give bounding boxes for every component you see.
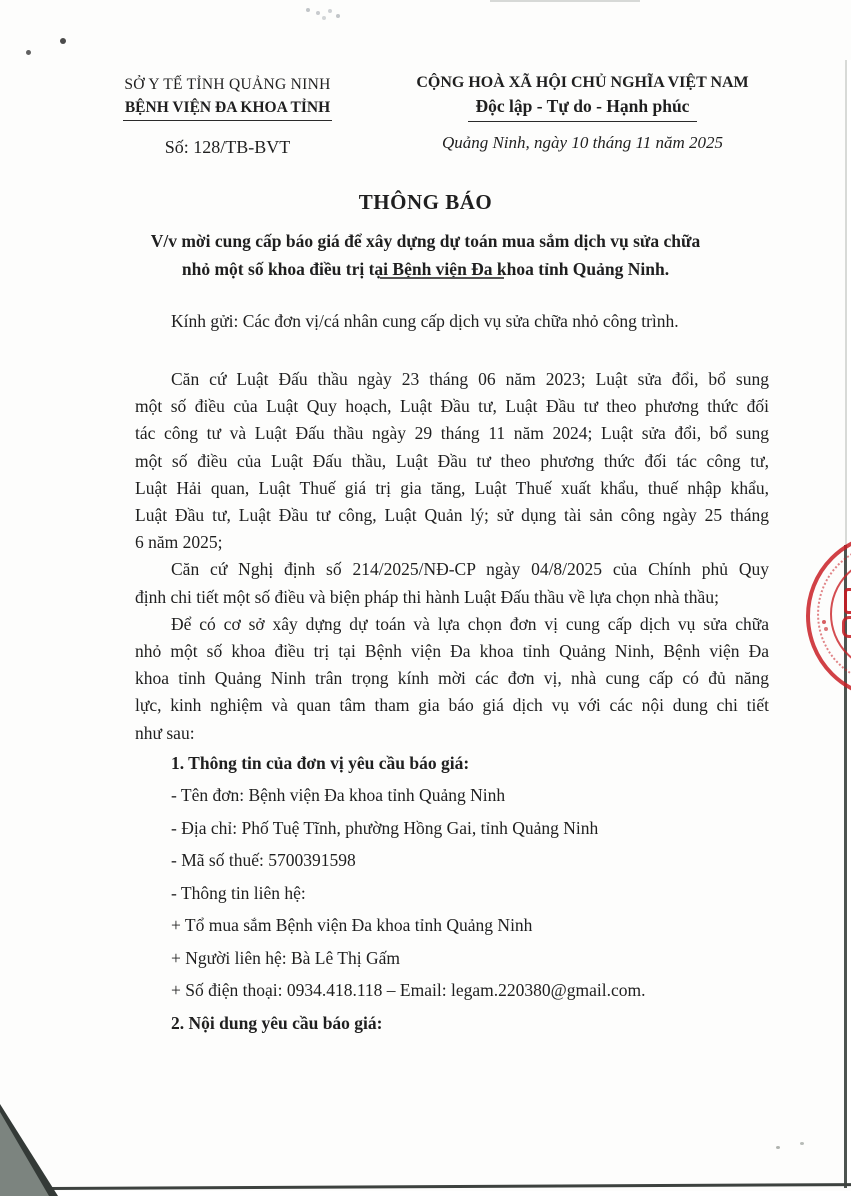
subject-line: nhỏ một số khoa điều trị tại Bệnh viện Đa khoa tỉnh Quảng Ninh. [181, 259, 670, 279]
section-2-heading: 2. Nội dung yêu cầu báo giá: [171, 1012, 383, 1033]
text-line: lực, kinh nghiệm và quan tâm tham gia báo giá dịch vụ với các nội dung chi tiết [135, 695, 769, 716]
national-title: CỘNG HOÀ XÃ HỘI CHỦ NGHĨA VIỆT NAM [416, 74, 749, 91]
salutation-line: Kính gửi: Các đơn vị/cá nhân cung cấp dịch vụ sửa chữa nhỏ công trình. [171, 311, 679, 331]
text-line: Căn cứ Luật Đấu thầu ngày 23 tháng 06 năm 2023; Luật sửa đổi, bổ sung [171, 369, 769, 389]
document-number: Số: 128/TB-BVT [164, 137, 291, 157]
paragraph-legal-basis-2 [135, 556, 769, 610]
list-item-to-mua-sam: + Tổ mua sắm Bệnh viện Đa khoa tỉnh Quảng Ninh [171, 915, 533, 936]
text-line: tác công tư và Luật Đấu thầu ngày 29 tháng 11 năm 2024; Luật sửa đổi, bổ sung [135, 423, 769, 444]
scan-edge-margin [0, 1191, 851, 1200]
page-corner-fold [0, 1112, 49, 1196]
text-line: định chi tiết một số điều và biện pháp thi hành Luật Đấu thầu về lựa chọn nhà thầu; [135, 586, 719, 607]
stamp-glyph [842, 616, 851, 638]
page-corner-fold [0, 1104, 58, 1196]
scan-edge-line [50, 1183, 851, 1190]
stamp-ring [830, 556, 851, 672]
text-line: như sau: [135, 722, 195, 743]
list-item-ma-so-thue: - Mã số thuế: 5700391598 [171, 850, 356, 871]
text-line: nhỏ một số khoa điều trị tại Bệnh viện Đa khoa tỉnh Quảng Ninh, Bệnh viện Đa [135, 641, 769, 662]
text-line: Căn cứ Nghị định số 214/2025/NĐ-CP ngày 04/8/2025 của Chính phủ Quy [171, 559, 769, 580]
scan-edge-line [490, 0, 640, 2]
document-subject [108, 227, 743, 283]
document-body [135, 366, 769, 1039]
section-1-heading: 1. Thông tin của đơn vị yêu cầu báo giá: [171, 752, 470, 773]
list-item-nguoi-lien-he: + Người liên hệ: Bà Lê Thị Gấm [171, 947, 401, 968]
stamp-ring [817, 543, 851, 685]
list-item-so-dien-thoai-email: + Số điện thoại: 0934.418.118 – Email: legam.220380@gmail.com. [171, 980, 646, 1001]
scan-smudge [776, 1146, 780, 1149]
text-line: khoa tỉnh Quảng Ninh trân trọng kính mời các đơn vị, nhà cung cấp có đủ năng [135, 668, 769, 689]
national-motto-block [390, 74, 775, 153]
text-line: Để có cơ sở xây dựng dự toán và lựa chọn đơn vị cung cấp dịch vụ sửa chữa [171, 613, 769, 634]
staple-mark-icon [60, 38, 66, 44]
national-motto: Độc lập - Tự do - Hạnh phúc [390, 96, 775, 122]
text-line: một số điều của Luật Đấu thầu, Luật Đầu tư theo phương thức đối tác công tư, [135, 450, 769, 471]
paragraph-invitation [135, 611, 769, 747]
list-item-dia-chi: - Địa chỉ: Phố Tuệ Tĩnh, phường Hồng Gai, tỉnh Quảng Ninh [171, 817, 599, 838]
scan-edge-line [844, 545, 847, 1188]
paragraph-legal-basis-1 [135, 366, 769, 556]
parent-agency-name: SỞ Y TẾ TỈNH QUẢNG NINH [124, 76, 331, 93]
stamp-glyph [844, 588, 851, 614]
official-red-stamp-icon [806, 532, 851, 700]
staple-mark-icon [26, 50, 31, 55]
scan-edge-line [845, 60, 847, 547]
stamp-glyph [822, 620, 826, 624]
text-line: một số điều của Luật Quy hoạch, Luật Đầu tư, Luật Đầu tư theo phương thức đối [135, 396, 769, 417]
subject-line: V/v mời cung cấp báo giá để xây dựng dự toán mua sắm dịch vụ sửa chữa [150, 231, 701, 251]
scan-smudge [306, 8, 310, 12]
text-line: Luật Hải quan, Luật Thuế giá trị gia tăng, Luật Thuế xuất khẩu, thuế nhập khẩu, [135, 477, 769, 498]
text-line: Luật Đầu tư, Luật Đầu tư công, Luật Quản lý; sử dụng tài sản công ngày 25 tháng [135, 505, 769, 526]
subject-separator-rule [380, 277, 504, 279]
place-and-date: Quảng Ninh, ngày 10 tháng 11 năm 2025 [441, 133, 724, 152]
text-line: 6 năm 2025; [135, 532, 223, 553]
scan-edge-margin [847, 60, 851, 1188]
list-item-thong-tin-lien-he: - Thông tin liên hệ: [171, 882, 306, 903]
document-title: THÔNG BÁO [358, 190, 493, 214]
list-item-ten-don: - Tên đơn: Bệnh viện Đa khoa tỉnh Quảng Ninh [171, 785, 506, 806]
agency-name: BỆNH VIỆN ĐA KHOA TỈNH [85, 99, 370, 121]
issuing-agency-block [85, 76, 370, 158]
